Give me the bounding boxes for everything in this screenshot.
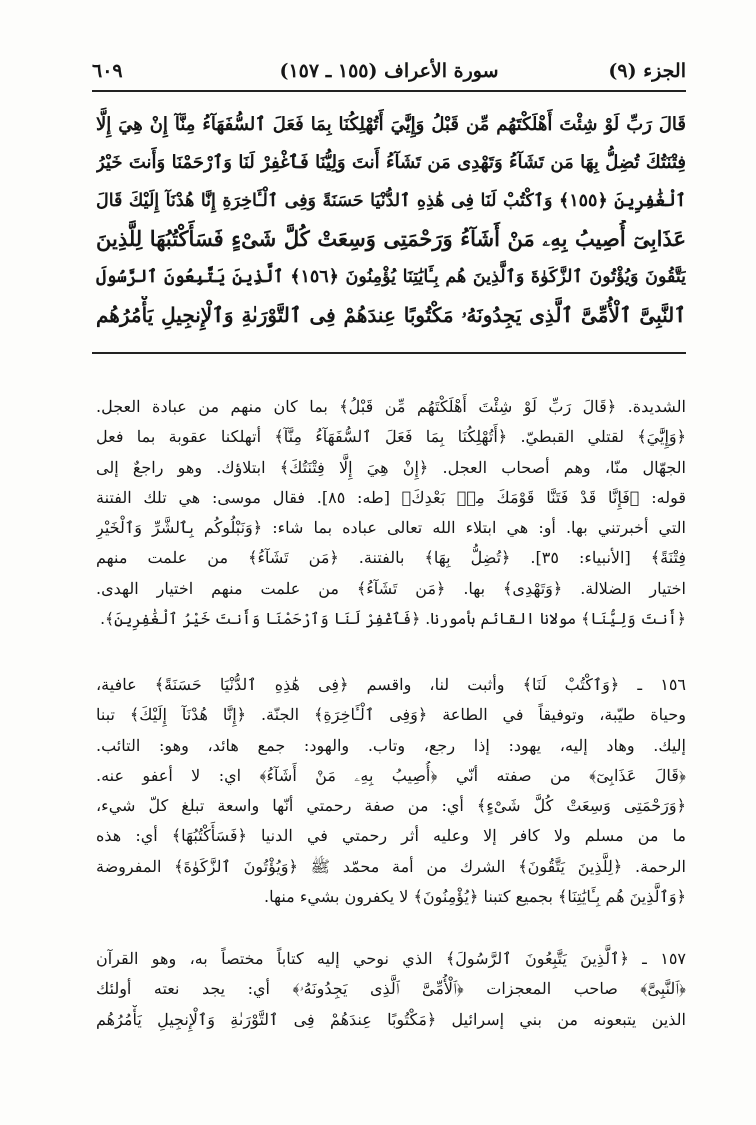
commentary-line: الذين يتبعونه من بني إسرائيل ﴿مَكْتُوبًا عِندَهُمْ فِى ٱلتَّوْرَىٰةِ وَٱلْإِنجِيلِ يَأْمُرُهُم — [96, 1009, 686, 1029]
quran-line: قَالَ رَبِّ لَوْ شِئْتَ أَهْلَكْتَهُم مِّن قَبْلُ وَإِيَّٰيَ أَتُهْلِكُنَا بِمَا فَعَلَ ٱلسُّفَهَآءُ مِنَّآ إِنْ هِيَ إِلَّا — [96, 114, 686, 135]
commentary-line: ﴿أَنتَ وَلِيُّنَا﴾ مولانا القائم بأمورنا. ﴿فَٱغْفِرْ لَنَا وَٱرْحَمْنَا وَأَنتَ خَيْرُ ٱلْغَٰفِرِينَ﴾. — [100, 610, 686, 629]
commentary-paragraph-1 — [96, 392, 686, 634]
commentary-line: ١٥٦ ـ ﴿وَٱكْتُبْ لَنَا﴾ وأثبت لنا، واقسم ﴿فِى هَٰذِهِ ٱلدُّنْيَا حَسَنَةً﴾ عافية، — [96, 675, 686, 694]
commentary-line: الجهّال منّا، وهم أصحاب العجل. ﴿إِنْ هِيَ إِلَّا فِتْنَتُكَ﴾ ابتلاؤك. وهو راجعٌ إلى — [96, 457, 686, 477]
quran-line: ٱلنَّبِىَّ ٱلْأُمِّىَّ ٱلَّذِى يَجِدُونَهُۥ مَكْتُوبًا عِندَهُمْ فِى ٱلتَّوْرَىٰةِ وَٱلْإِنجِيلِ يَأْمُرُهُم — [96, 303, 686, 327]
commentary-line: التي أخبرتني بها. أو: هي ابتلاء الله تعالى عباده بما شاء: ﴿وَنَبْلُوكُم بِٱلشَّرِّ وَٱلْخَيْرِ — [96, 518, 686, 538]
commentary-line: قوله: ﴿فَإِنَّا قَدْ فَتَنَّا قَوْمَكَ مِنۢ بَعْدِكَ﴾ [طه: ٨٥]. فقال موسى: هي تلك الفتنة — [96, 487, 686, 507]
commentary-line: إليك. وهاد إليه، يهود: إذا رجع، وتاب. والهود: جمع هائد، وهو: التائب. — [96, 735, 686, 755]
quran-line: فِتْنَتُكَ تُضِلُّ بِهَا مَن تَشَآءُ وَتَهْدِى مَن تَشَآءُ أَنتَ وَلِيُّنَا فَٱغْفِرْ لَنَا وَٱرْحَمْنَا وَأَنتَ خَيْرُ — [96, 152, 686, 173]
page-header — [92, 58, 686, 94]
juz-label: الجزء (٩) — [608, 60, 686, 82]
quran-line: يَتَّقُونَ وَيُؤْتُونَ ٱلزَّكَوٰةَ وَٱلَّذِينَ هُم بِـَٔايَٰتِنَا يُؤْمِنُونَ ﴿١٥٦﴾ ٱلَّذِينَ يَتَّبِعُونَ ٱلرَّسُولَ — [96, 267, 686, 287]
commentary-line: الرحمة. ﴿لِلَّذِينَ يَتَّقُونَ﴾ الشرك من أمة محمّد ﷺ ﴿وَيُؤْتُونَ ٱلزَّكَوٰةَ﴾ المفروضة — [96, 856, 686, 876]
page-number: ٦٠٩ — [92, 60, 123, 82]
quran-line: ٱلْغَٰفِرِينَ ﴿١٥٥﴾ وَٱكْتُبْ لَنَا فِى هَٰذِهِ ٱلدُّنْيَا حَسَنَةً وَفِى ٱلْـَٔاخِرَةِ إِنَّا هُدْنَآ إِلَيْكَ قَالَ — [96, 191, 686, 211]
surah-title: سورة الأعراف (١٥٥ ـ ١٥٧) — [279, 60, 499, 82]
header-divider — [92, 90, 686, 92]
quran-divider — [92, 352, 686, 354]
commentary-line: ﴿ٱلنَّبِىَّ﴾ صاحب المعجزات ﴿ٱلْأُمِّىَّ ٱلَّذِى يَجِدُونَهُۥ﴾ أي: يجد نعته أولئك — [96, 979, 686, 999]
commentary-line: ﴿قَالَ عَذَابِىٓ﴾ من صفته أنّي ﴿أُصِيبُ بِهِۦ مَنْ أَشَآءُ﴾ اي: لا أعفو عنه. — [96, 765, 686, 785]
commentary-line: ما من مسلم ولا كافر إلا وعليه أثر رحمتي في الدنيا ﴿فَسَأَكْتُبُهَا﴾ أي: هذه — [96, 826, 686, 846]
quran-text-block — [96, 106, 686, 334]
commentary-line: وحياة طيّبة، وتوفيقاً في الطاعة ﴿وَفِى ٱلْـَٔاخِرَةِ﴾ الجنّة. ﴿إِنَّا هُدْنَآ إِلَيْكَ﴾ تبنا — [96, 705, 686, 725]
commentary-paragraph-3 — [96, 944, 686, 1035]
commentary-line: فِتْنَةً﴾ [الأنبياء: ٣٥]. ﴿تُضِلُّ بِهَا﴾ بالفتنة. ﴿مَن تَشَآءُ﴾ من علمت منهم — [96, 548, 686, 568]
commentary-line: ﴿وَإِيَّٰيَ﴾ لقتلي القبطيّ. ﴿أَتُهْلِكُنَا بِمَا فَعَلَ ٱلسُّفَهَآءُ مِنَّآ﴾ أتهلكنا عقوبة بما فعل — [96, 427, 686, 447]
quran-line: عَذَابِىٓ أُصِيبُ بِهِۦ مَنْ أَشَآءُ وَرَحْمَتِى وَسِعَتْ كُلَّ شَىْءٍ فَسَأَكْتُبُهَا لِلَّذِينَ — [96, 226, 686, 251]
commentary-line: اختيار الضلالة. ﴿وَتَهْدِى﴾ بها. ﴿مَن تَشَآءُ﴾ من علمت منهم اختيار الهدى. — [96, 578, 686, 598]
commentary-line: ﴿وَرَحْمَتِى وَسِعَتْ كُلَّ شَىْءٍ﴾ أي: من صفة رحمتي أنّها واسعة تبلغ كلّ شيء، — [96, 796, 686, 816]
commentary-paragraph-2 — [96, 670, 686, 912]
commentary-line: الشديدة. ﴿قَالَ رَبِّ لَوْ شِئْتَ أَهْلَكْتَهُم مِّن قَبْلُ﴾ بما كان منهم من عبادة العجل. — [96, 397, 686, 416]
commentary-line: ١٥٧ ـ ﴿ٱلَّذِينَ يَتَّبِعُونَ ٱلرَّسُولَ﴾ الذي نوحي إليه كتاباً مختصاً به، وهو القرآن — [96, 949, 686, 968]
commentary-line: ﴿وَٱلَّذِينَ هُم بِـَٔايَٰتِنَا﴾ بجميع كتبنا ﴿يُؤْمِنُونَ﴾ لا يكفرون بشيء منها. — [264, 887, 686, 907]
